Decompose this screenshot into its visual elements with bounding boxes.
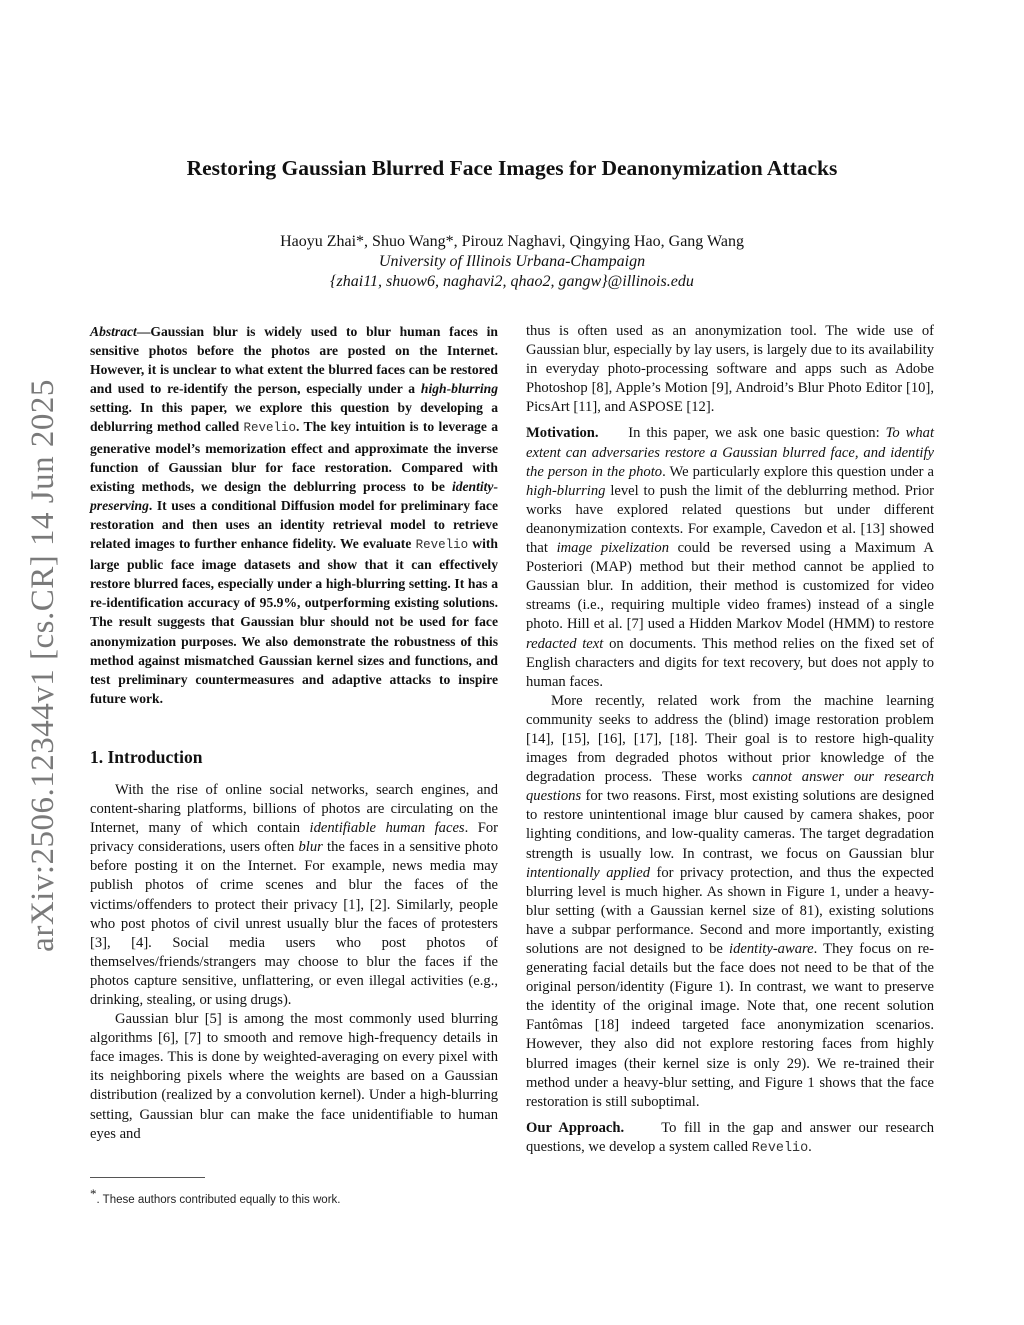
arxiv-identifier-text: arXiv:2506.12344v1 [cs.CR] 14 Jun 2025 — [24, 378, 61, 952]
left-column — [90, 322, 498, 1144]
author-affiliation: University of Illinois Urbana-Champaign — [378, 253, 646, 270]
body-text: In this paper, we ask one basic question: — [628, 425, 886, 442]
arxiv-identifier — [8, 375, 78, 955]
author-block — [0, 232, 1024, 292]
body-text: level to push the limit of the deblurring method. Prior works have explored related questions but under different deanonymization contexts. For example, Cavedon et al. [13] showed that — [526, 482, 934, 557]
body-text: With the rise of online social networks, search engines, and content-sharing platforms, billions of photos are circulating on the Internet, many of which contain — [90, 781, 498, 837]
body-text: on documents. This method relies on the fixed set of English characters and digits for text recovery, but does not apply to human faces. — [526, 635, 934, 690]
intro-paragraph-1 — [90, 781, 498, 1010]
section-heading-introduction: 1. Introduction — [90, 746, 203, 767]
related-work-paragraph — [526, 692, 934, 1112]
continuation-paragraph: thus is often used as an anonymization tool. The wide use of Gaussian blur, especially by lay users, is largely due to its availability in everyday photo-processing software and apps such as Adobe Photoshop [8], Apple’s Motion [9], Android’s Blur Photo Editor [10], PicsArt [11], and ASPOSE [12]. — [526, 323, 934, 416]
approach-paragraph — [526, 1119, 934, 1158]
paragraph-heading-motivation: Motivation. — [526, 425, 599, 442]
body-emphasis: cannot answer our research questions — [526, 769, 934, 805]
body-text: To fill in the gap and answer our research questions, we develop a system called — [526, 1119, 934, 1155]
right-column — [526, 322, 934, 1158]
intro-paragraph-2: Gaussian blur [5] is among the most commonly used blurring algorithms [6], [7] to smooth and remove high-frequency details in face images. This is done by weighted-averaging on every pixel with its neighboring pixels where the weights are based on a Gaussian distribution (realized by a convolution kernel). Under a high-blurring setting, Gaussian blur can make the face unidentifiable to human eyes and — [90, 1011, 498, 1142]
abstract-text: setting. In this paper, we explore this question by developing a deblurring method called — [90, 400, 498, 435]
paragraph-heading-approach: Our Approach. — [526, 1119, 625, 1136]
abstract-emphasis: identity-preserving — [90, 478, 498, 513]
body-text: . We particularly explore this question under a — [662, 463, 934, 480]
abstract — [90, 322, 498, 708]
abstract-text: —Gaussian blur is widely used to blur human faces in sensitive photos before the photos are posted on the Internet. However, it is unclear to what extent the blurred faces can be restored and used to re-identify the person, especially under a — [90, 324, 498, 397]
abstract-text: with large public face image datasets and show that it can effectively restore blurred faces, especially under a high-blurring setting. It has a re-identification accuracy of 95.9%, outperforming existing solutions. The result suggests that Gaussian blur should not be used for face anonymization purposes. We also demonstrate the robustness of this method against mismatched Gaussian kernel sizes and functions, and test preliminary countermeasures and adaptive attacks to inspire future work. — [90, 536, 498, 706]
body-text: could be reversed using a Maximum A Posteriori (MAP) method but their method cannot be applied to Gaussian blur. In addition, their method is customized for video streams (i.e., requiring multiple video frames) instead of a single photo. Hill et al. [7] used a Hidden Markov Model (HMM) to restore — [526, 540, 934, 633]
body-text: . — [808, 1138, 812, 1155]
body-emphasis: high-blurring — [526, 482, 606, 499]
footnote-text: . These authors contributed equally to this work. — [96, 1193, 341, 1206]
body-text: . They focus on re-generating facial details but the face does not need to be that of the original person/identity (Figure 1). In contrast, we want to preserve the identity of the original image. Note that, one recent solution Fantômas [18] indeed targeted face anonymization scenarios. However, they also did not explore restoring faces from highly blurred images (their kernel size is only 29). We re-trained their method under a heavy-blur setting, and Figure 1 shows that the face restoration is still suboptimal. — [526, 941, 934, 1110]
body-emphasis: blur — [298, 839, 323, 856]
body-text: . For privacy considerations, users often — [90, 820, 499, 856]
author-emails: {zhai11, shuow6, naghavi2, qhao2, gangw}@illinois.edu — [330, 273, 694, 290]
motivation-paragraph — [526, 424, 934, 691]
body-emphasis: intentionally applied — [526, 864, 651, 881]
footnote — [90, 1186, 498, 1206]
body-emphasis: To what extent can adversaries restore a Gaussian blurred face, and identify the person in the photo — [526, 425, 935, 480]
body-text: More recently, related work from the machine learning community seeks to address the (blind) image restoration problem [14], [15], [16], [17], [18]. Their goal is to restore high-quality images from degraded photos without prior knowledge of the degradation process. These works — [526, 692, 934, 786]
paper-title: Restoring Gaussian Blurred Face Images for Deanonymization Attacks — [186, 156, 838, 180]
abstract-label: Abstract — [90, 324, 137, 339]
abstract-emphasis: high-blurring — [420, 381, 498, 397]
body-emphasis: redacted text — [526, 635, 604, 652]
body-emphasis: identity-aware — [729, 941, 814, 957]
body-text: the faces in a sensitive photo before posting it on the Internet. For example, news media may publish photos of crime scenes and blur the faces of the victims/offenders to protect their privacy [1], [2]. Similarly, people who post photos of civil unrest usually blur the faces of protesters [3], [4]. Social media users who post photos of themselves/friends/strangers may choose to blur the faces if the photos capture sensitive, unflattering, or even illegal activities (e.g., drinking, stealing, or using drugs). — [90, 839, 498, 1008]
tool-name: Revelio — [751, 1140, 809, 1156]
body-text: for two reasons. First, most existing solutions are designed to restore unintentional image blur caused by camera shakes, poor lighting conditions, and low-quality cameras. The target degradation strength is usually low. In contrast, we focus on Gaussian blur — [526, 788, 934, 862]
body-text: for privacy protection, and thus the expected blurring level is much higher. As shown in Figure 1, under a heavy-blur setting (with a Gaussian kernel size of 81), existing solutions have a subpar performance. Second and more importantly, existing solutions are not designed to be — [526, 864, 934, 957]
author-names: Haoyu Zhai*, Shuo Wang*, Pirouz Naghavi, Qingying Hao, Gang Wang — [280, 233, 744, 250]
footnote-divider — [90, 1177, 205, 1178]
abstract-text: . The key intuition is to leverage a generative model’s memorization effect and approximate the inverse function of Gaussian blur for face restoration. Compared with existing methods, we design the deblurring process to be — [90, 419, 499, 494]
body-emphasis: image pixelization — [556, 540, 669, 557]
tool-name: Revelio — [243, 421, 297, 436]
abstract-text: . It uses a conditional Diffusion model for preliminary face restoration and then uses an identity retrieval model to retrieve related images to further enhance fidelity. We evaluate — [90, 497, 498, 552]
tool-name: Revelio — [415, 538, 469, 553]
footnote-mark: * — [90, 1186, 97, 1201]
body-emphasis: identifiable human faces — [309, 820, 465, 837]
